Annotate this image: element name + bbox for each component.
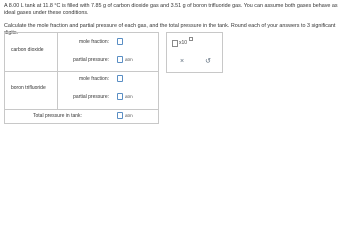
gas-block-boron-trifluoride — [5, 71, 158, 110]
tools-panel — [166, 32, 223, 73]
sci-notation-button[interactable] — [167, 33, 193, 51]
mole-fraction-input-carbon-dioxide[interactable] — [117, 38, 123, 45]
sci-notation-times: x10 — [179, 40, 188, 46]
gas-name: carbon dioxide — [11, 47, 44, 53]
mole-fraction-label: mole fraction: — [78, 39, 109, 45]
close-icon[interactable]: × — [179, 58, 185, 65]
partial-pressure-input-boron-trifluoride[interactable] — [117, 93, 123, 100]
gas-name: boron trifluoride — [11, 85, 46, 91]
sci-notation-exponent-box — [189, 37, 193, 41]
total-pressure-label: Total pressure in tank: — [33, 113, 82, 119]
pressure-unit: atm — [125, 113, 133, 118]
undo-icon[interactable]: ↺ — [205, 58, 211, 65]
sci-notation-mantissa-box — [172, 40, 178, 47]
gas-block-carbon-dioxide — [5, 33, 158, 72]
mole-fraction-label: mole fraction: — [78, 76, 109, 82]
mole-fraction-input-boron-trifluoride[interactable] — [117, 75, 123, 82]
total-pressure-row — [5, 109, 158, 123]
partial-pressure-label: partial pressure: — [73, 94, 109, 100]
partial-pressure-input-carbon-dioxide[interactable] — [117, 56, 123, 63]
answer-table — [4, 32, 159, 124]
problem-statement: A 8.00 L tank at 11.8 °C is filled with 7.85 g of carbon dioxide gas and 3.51 g of boron trifluoride gas. You can assume both gases behave as ideal gases under these conditions. — [4, 3, 338, 16]
pressure-unit: atm — [125, 94, 133, 99]
total-pressure-input[interactable] — [117, 112, 123, 119]
problem-instruction: Calculate the mole fraction and partial pressure of each gas, and the total pressure in the tank. Round each of your answers to 3 significant digits. — [4, 23, 336, 36]
pressure-unit: atm — [125, 57, 133, 62]
partial-pressure-label: partial pressure: — [73, 57, 109, 63]
